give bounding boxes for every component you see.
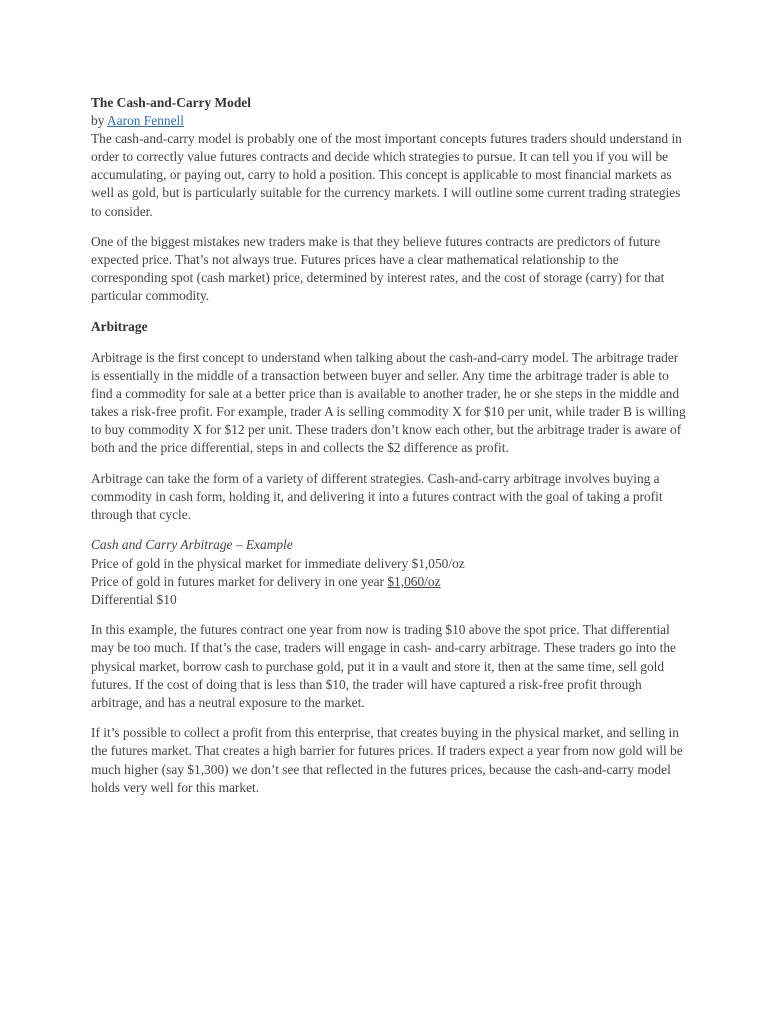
paragraph-example-explanation: In this example, the futures contract one year from now is trading $10 above the spot price. That differential may be too much. If that’s the case, traders will engage in cash- and-carry arbitrage. These traders go into the physical market, borrow cash to purchase gold, put it in a vault and store it, then at the same time, sell gold futures. If the cost of doing that is less than $10, the trader will have captured a risk-free profit through arbitrage, and has a neutral exposure to the market. bbox=[91, 622, 676, 710]
byline bbox=[91, 112, 689, 130]
example-line-futures-price bbox=[91, 573, 689, 591]
document-page bbox=[91, 94, 689, 809]
paragraph-futures-prices: One of the biggest mistakes new traders make is that they believe futures contracts are predictors of future expected price. That’s not always true. Futures prices have a clear mathematical relationship to the corresponding spot (cash market) price, determined by interest rates, and the cost of storage (carry) for that particular commodity. bbox=[91, 234, 665, 304]
example-heading: Cash and Carry Arbitrage – Example bbox=[91, 537, 293, 553]
article-title: The Cash-and-Carry Model bbox=[91, 95, 251, 110]
example-block bbox=[91, 536, 689, 608]
example-line-differential: Differential $10 bbox=[91, 591, 177, 607]
example-futures-label: Price of gold in futures market for delivery in one year bbox=[91, 573, 388, 589]
paragraph-arbitrage-strategies: Arbitrage can take the form of a variety of different strategies. Cash-and-carry arbitrage involves buying a commodity in cash form, holding it, and delivering it into a futures contract with the goal of taking a profit through that cycle. bbox=[91, 470, 663, 522]
example-futures-value: $1,060/oz bbox=[387, 573, 441, 589]
paragraph-conclusion: If it’s possible to collect a profit from this enterprise, that creates buying in the physical market, and selling in the futures market. That creates a high barrier for futures prices. If traders expect a year from now gold will be much higher (say $1,300) we don’t see that reflected in the futures prices, because the cash-and-carry model holds very well for this market. bbox=[91, 725, 683, 795]
example-line-spot-price: Price of gold in the physical market for immediate delivery $1,050/oz bbox=[91, 555, 465, 571]
section-heading-arbitrage: Arbitrage bbox=[91, 319, 148, 335]
paragraph-arbitrage-intro: Arbitrage is the first concept to understand when talking about the cash-and-carry model. The arbitrage trader is essentially in the middle of a transaction between buyer and seller. Any time the arbitrage trader is able to find a commodity for sale at a better price than is available to another trader, he or she steps in the middle and takes a risk-free profit. For example, trader A is selling commodity X for $10 per unit, while trader B is willing to buy commodity X for $12 per unit. These traders don’t know each other, but the arbitrage trader is aware of both and the price differential, steps in and collects the $2 difference as profit. bbox=[91, 349, 686, 456]
author-link[interactable]: Aaron Fennell bbox=[107, 113, 184, 129]
intro-paragraph: The cash-and-carry model is probably one of the most important concepts futures traders should understand in order to correctly value futures contracts and decide which strategies to pursue. It can tell you if you will be accumulating, or paying out, carry to hold a position. This concept is applicable to most financial markets as well as gold, but is particularly suitable for the currency markets. I will outline some current trading strategies to consider. bbox=[91, 131, 682, 219]
byline-prefix: by bbox=[91, 113, 107, 129]
